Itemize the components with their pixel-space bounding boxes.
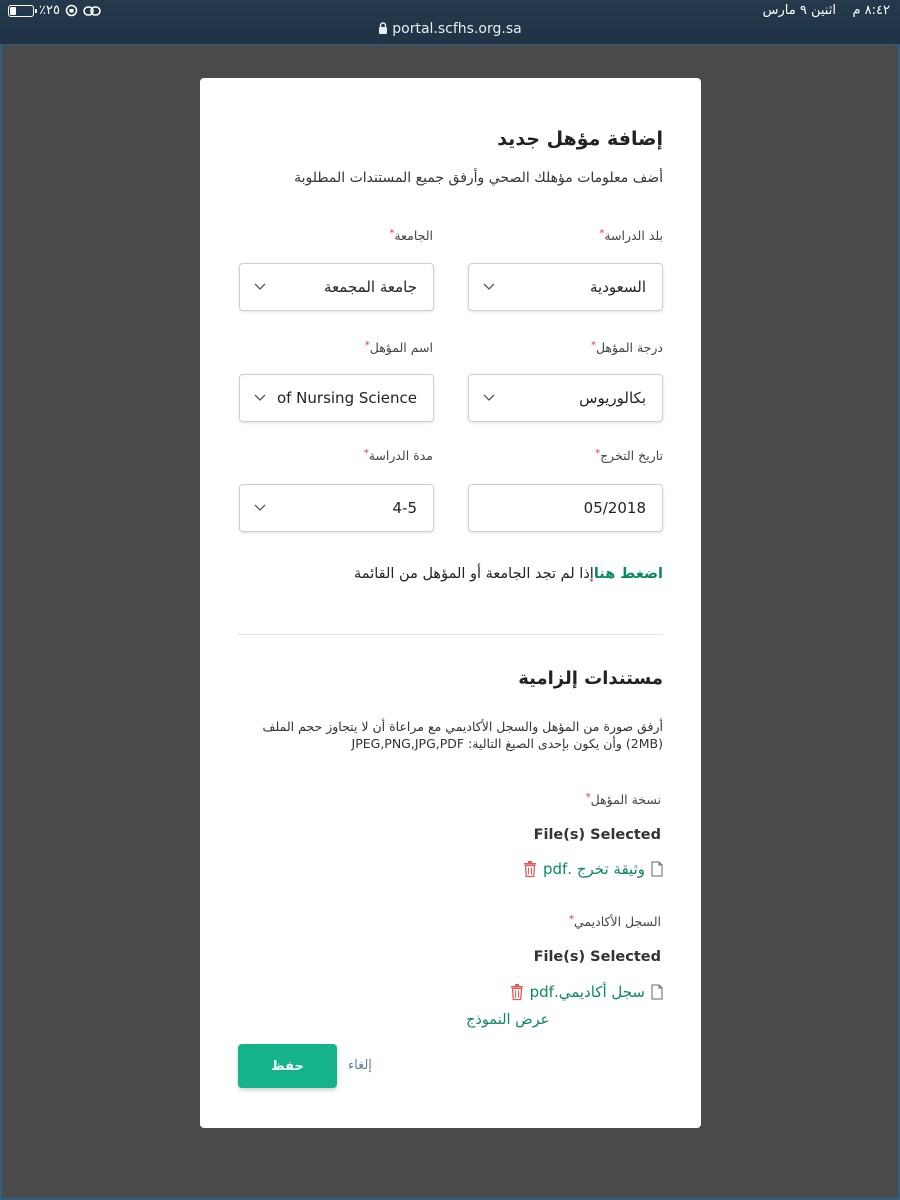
qualification-name-label: اسم المؤهل* [364,340,433,355]
system-top-bar [0,0,900,44]
trash-icon[interactable] [510,983,524,1001]
study-duration-label: مدة الدراسة* [363,448,433,463]
degree-value: بكالوريوس [579,389,646,407]
not-found-text: إذا لم تجد الجامعة أو المؤهل من القائمة [354,566,594,582]
form-subtitle: أضف معلومات مؤهلك الصحي وأرفق جميع المستندات المطلوبة [294,170,663,186]
degree-label: درجة المؤهل* [590,340,663,355]
qualification-file-name[interactable]: وثيقة تخرج .pdf [542,860,645,878]
status-left [8,3,101,18]
lock-icon [378,22,388,34]
rotation-lock-icon [65,4,78,17]
status-date: اثنين ٩ مارس [762,3,836,18]
degree-select[interactable] [468,374,663,422]
status-right [763,3,890,18]
academic-file-name[interactable]: سجل أكاديمي.pdf [529,983,645,1001]
study-duration-value: 4-5 [392,499,417,517]
trash-icon[interactable] [523,860,537,878]
academic-files-selected: File(s) Selected [533,949,661,965]
qualification-file-row [523,860,663,878]
not-found-notice [354,566,663,582]
chevron-down-icon [481,278,497,294]
chevron-down-icon [252,389,268,405]
graduation-date-input[interactable] [468,484,663,532]
qualification-files-selected: File(s) Selected [533,827,661,843]
cancel-button[interactable]: إلغاء [348,1058,372,1073]
graduation-date-label: تاريخ التخرج* [595,448,663,463]
qualification-name-select[interactable] [239,374,434,422]
academic-file-row [510,983,663,1001]
study-country-select[interactable] [468,263,663,311]
view-sample-link[interactable]: عرض النموذج [466,1012,550,1028]
save-button[interactable]: حفظ [238,1044,337,1088]
university-select[interactable] [239,263,434,311]
status-bar [0,3,900,21]
study-duration-select[interactable] [239,484,434,532]
qualification-name-value: of Nursing Science [276,389,417,407]
file-icon [651,861,663,877]
url-bar[interactable] [0,21,900,37]
chevron-down-icon [252,278,268,294]
chevron-down-icon [481,389,497,405]
section-divider [238,634,663,635]
documents-instructions: أرفق صورة من المؤهل والسجل الأكاديمي مع مراعاة أن لا يتجاوز حجم الملف (2MB) وأن يكون بإحدى الصيغ التالية: JPEG,PNG,JPG,PDF [262,719,663,751]
url-text: portal.scfhs.org.sa [392,21,522,37]
study-country-value: السعودية [589,278,646,296]
university-value: جامعة المجمعة [324,278,417,296]
study-country-label: بلد الدراسة* [599,228,663,243]
battery-percent: ٪٢٥ [39,3,60,18]
chevron-down-icon [252,499,268,515]
academic-record-label: السجل الأكاديمي* [569,914,661,929]
university-label: الجامعة* [389,228,433,243]
form-title: إضافة مؤهل جديد [497,128,663,150]
click-here-link[interactable]: اضغط هنا [593,566,663,582]
status-time: ٨:٤٢ م [852,3,890,18]
battery-icon [8,5,34,17]
qualification-copy-label: نسخة المؤهل* [585,792,661,807]
qualification-form-card [200,78,701,1128]
file-icon [651,984,663,1000]
link-icon [83,5,101,17]
documents-title: مستندات إلزامية [518,668,663,689]
graduation-date-value: 05/2018 [583,499,646,517]
